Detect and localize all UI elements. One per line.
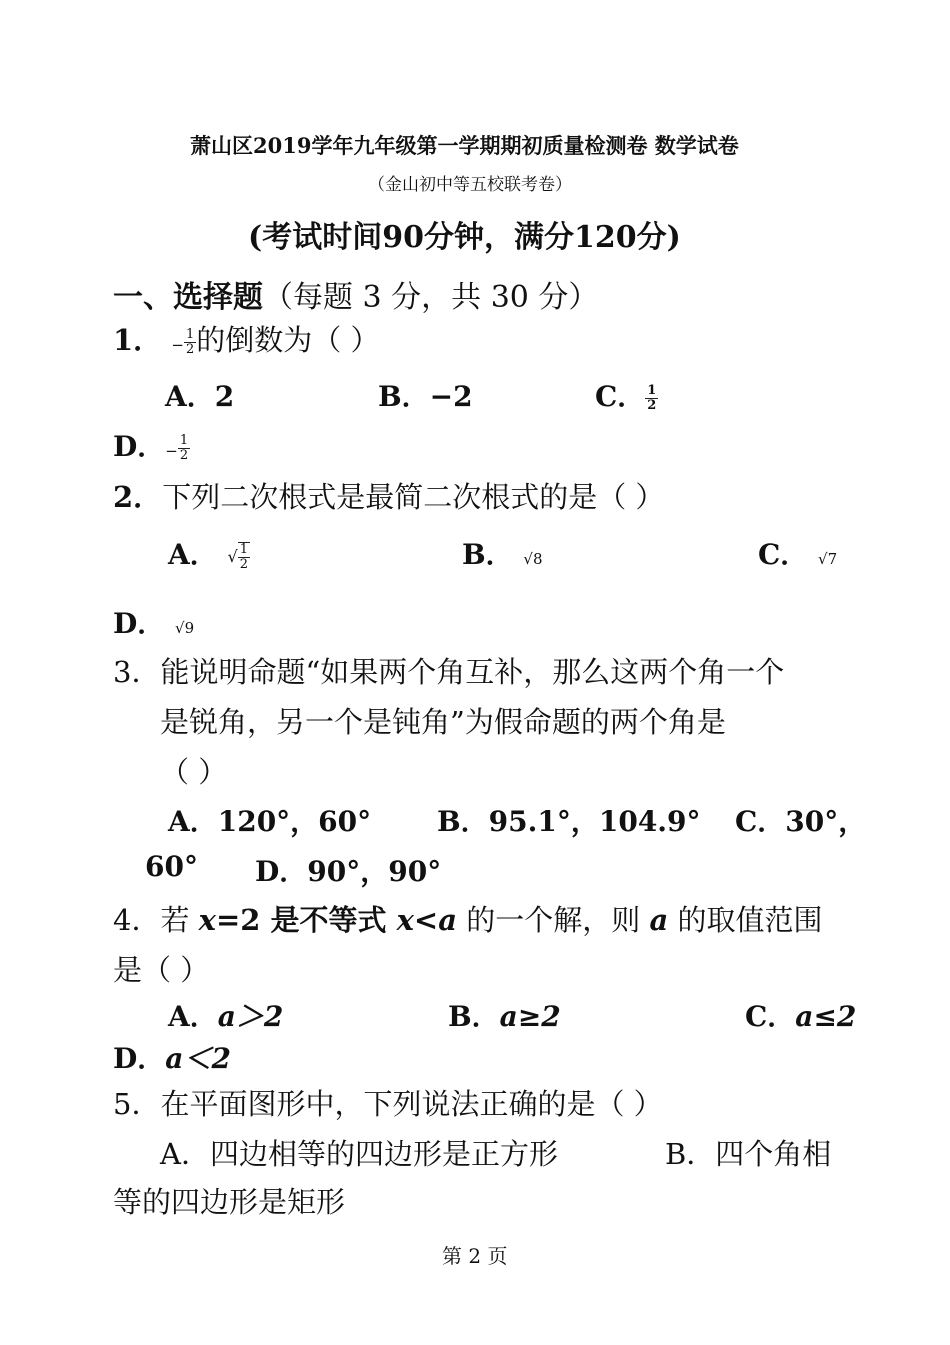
question-text: 的取值范围 — [668, 903, 823, 937]
time-open: (考试时间 — [248, 220, 383, 255]
option-c-continued: 60° — [145, 850, 198, 883]
question-number: 1． — [113, 323, 163, 357]
option-b — [462, 533, 543, 573]
time-minutes: 90 — [382, 220, 424, 255]
math-expression: √7 — [818, 550, 838, 568]
option-d — [113, 602, 194, 642]
math-sign: − — [171, 336, 184, 354]
time-close: 分) — [636, 220, 681, 255]
option-d: D．90°，90° — [255, 855, 442, 888]
math-expression: a＞2 — [217, 1000, 284, 1033]
question-1 — [113, 318, 379, 359]
option-b — [448, 995, 561, 1035]
fraction-denominator: 2 — [239, 556, 248, 572]
math-expression: a≤2 — [795, 1000, 857, 1033]
math-expression: √8 — [523, 550, 543, 568]
option-b: B．95.1°，104.9° — [437, 805, 701, 838]
math-expression: a＜2 — [165, 1042, 231, 1075]
fraction-denominator: 2 — [647, 398, 657, 413]
question-text: 的一个解，则 — [457, 903, 650, 937]
question-3-line-2: 是锐角，另一个是钝角”为假命题的两个角是 — [160, 705, 726, 739]
option-c — [595, 375, 658, 415]
math-expression: √9 — [175, 619, 195, 637]
title-suffix: 学年九年级第一学期期初质量检测卷 数学试卷 — [311, 133, 739, 158]
time-score: 120 — [573, 220, 637, 255]
option-a: A．120°，60° — [168, 805, 372, 838]
option-label: C． — [758, 538, 809, 571]
option-label: C． — [745, 1000, 796, 1033]
inequality: x<a — [396, 903, 458, 937]
fraction-denominator: 2 — [179, 448, 189, 463]
option-a: A．四边相等的四边形是正方形 — [160, 1137, 558, 1171]
option-d — [113, 1037, 231, 1077]
math-sign: − — [165, 442, 178, 460]
page-number: 第 2 页 — [442, 1244, 508, 1268]
question-3-line-3: （ ） — [160, 755, 228, 789]
section-heading — [113, 272, 598, 316]
section-title: 一、选择题 — [113, 280, 263, 315]
title-prefix: 萧山区 — [190, 133, 253, 158]
variable-x: x — [198, 903, 216, 937]
section-note: （每题 3 分，共 30 分） — [263, 280, 599, 315]
option-a: A．2 — [165, 380, 235, 413]
option-c — [745, 995, 856, 1035]
option-label: C． — [595, 380, 646, 413]
option-label: D． — [113, 430, 166, 463]
option-a — [168, 533, 250, 573]
fraction-denominator: 2 — [185, 341, 195, 357]
option-label: D． — [113, 607, 166, 640]
time-mid: 分钟，满分 — [423, 220, 574, 255]
option-label: B． — [448, 1000, 500, 1033]
option-b-continued: 等的四边形是矩形 — [113, 1185, 346, 1219]
question-text: =2 是不等式 — [215, 903, 397, 937]
option-d — [113, 425, 190, 465]
option-label: B． — [462, 538, 514, 571]
question-5-line-1: 5．在平面图形中，下列说法正确的是（ ） — [113, 1087, 663, 1121]
option-label: D． — [113, 1042, 166, 1075]
fraction-numerator: 1 — [239, 541, 248, 557]
exam-time — [248, 212, 681, 256]
fraction — [184, 328, 196, 357]
fraction — [645, 384, 658, 413]
option-c — [758, 533, 837, 573]
fraction-numerator: 1 — [179, 433, 189, 448]
exam-subtitle: （金山初中等五校联考卷） — [368, 175, 572, 195]
question-4-line-2: 是（ ） — [113, 953, 210, 987]
fraction-numerator: 1 — [647, 383, 657, 398]
option-a — [168, 995, 283, 1035]
fraction-numerator: 1 — [185, 326, 195, 342]
option-b: B．−2 — [378, 380, 473, 413]
question-4-line-1 — [113, 898, 822, 939]
option-label: A． — [168, 538, 218, 571]
exam-title — [190, 130, 739, 160]
fraction — [178, 434, 190, 463]
math-expression: a≥2 — [499, 1000, 561, 1033]
question-text: 下列二次根式是最简二次根式的是（ ） — [162, 480, 665, 514]
question-2 — [113, 475, 664, 516]
title-year: 2019 — [253, 133, 312, 158]
option-label: A． — [168, 1000, 218, 1033]
variable-a: a — [649, 903, 669, 937]
question-text: 的倒数为（ ） — [196, 323, 380, 357]
question-number: 2． — [113, 480, 163, 514]
option-b: B．四个角相 — [665, 1137, 832, 1171]
sqrt-symbol: √ — [227, 547, 238, 566]
fraction — [238, 542, 250, 572]
question-3-line-1: 3．能说明命题“如果两个角互补，那么这两个角一个 — [113, 655, 785, 689]
option-c: C．30°， — [735, 805, 867, 838]
question-number: 4．若 — [113, 903, 199, 937]
